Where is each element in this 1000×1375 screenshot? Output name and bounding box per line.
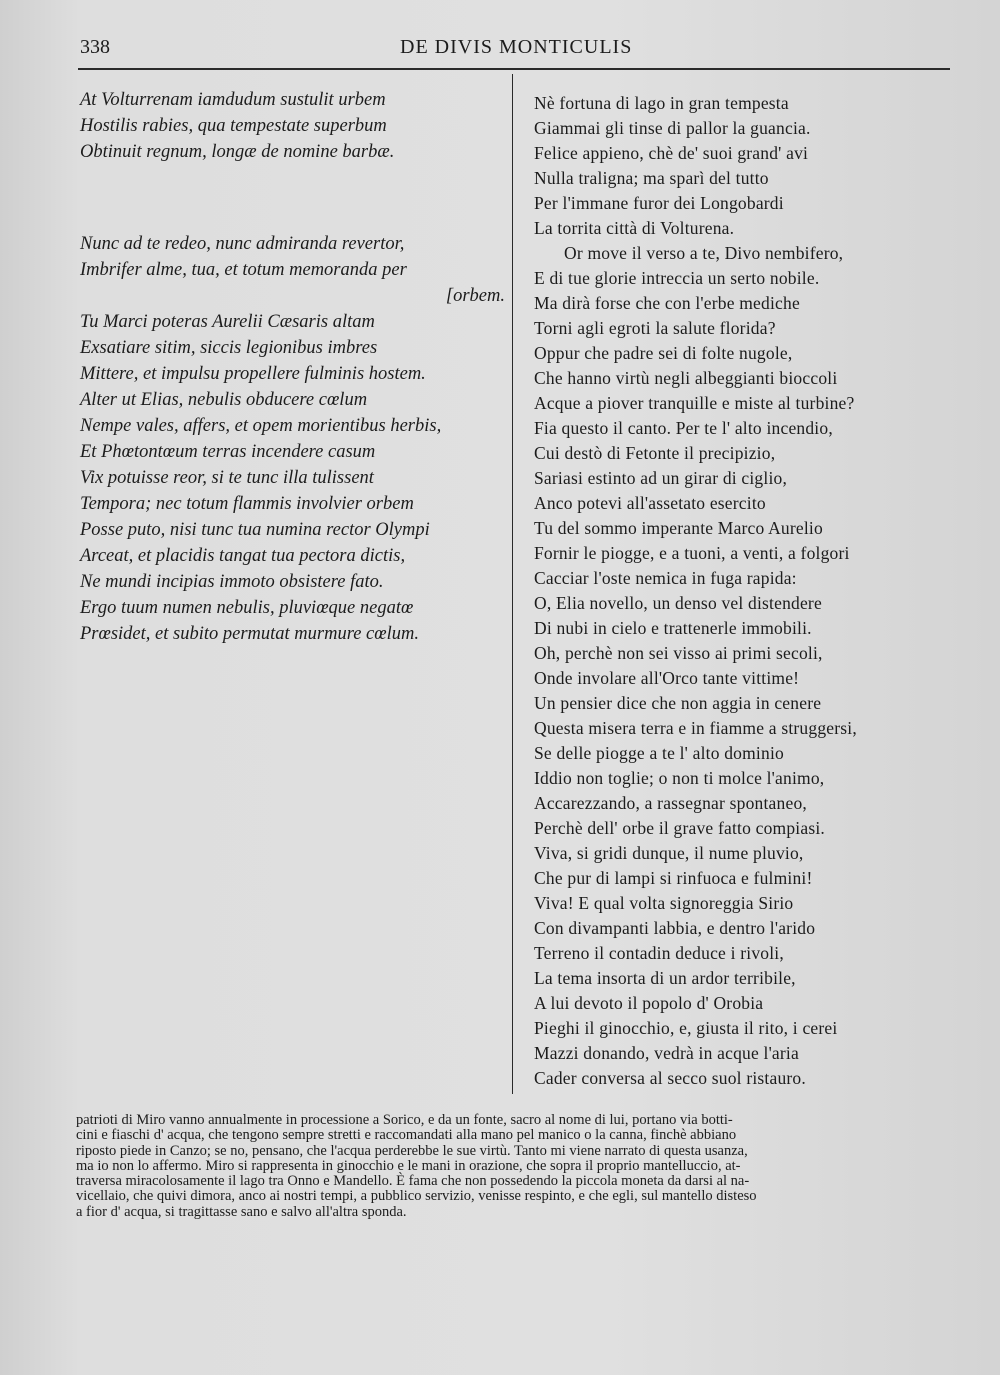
italian-verse-line: Pieghi il ginocchio, e, giusta il rito, i cerei — [534, 1018, 838, 1038]
latin-verse-line: Tu Marci poteras Aurelii Cæsaris altam — [80, 312, 375, 332]
latin-verse-line: Nempe vales, affers, et opem morientibus herbis, — [80, 416, 442, 436]
italian-verse-line: Fia questo il canto. Per te l' alto incendio, — [534, 418, 833, 438]
footnote — [76, 1113, 946, 1220]
italian-verse-line: Nulla traligna; ma sparì del tutto — [534, 168, 769, 188]
footnote-line: riposto piede in Canzo; se no, pensano, che l'acqua perderebbe le sue virtù. Tanto mi viene narrato di questa usanza, — [76, 1142, 748, 1159]
italian-verse-line: Con divampanti labbia, e dentro l'arido — [534, 918, 816, 938]
italian-verse-line: Questa misera terra e in fiamme a struggersi, — [534, 718, 857, 738]
footnote-line: ma io non lo affermo. Miro si rappresenta in ginocchio e le mani in orazione, che sopra il proprio mantelluccio, at- — [76, 1157, 741, 1174]
latin-verse-line: Mittere, et impulsu propellere fulminis hostem. — [80, 364, 426, 384]
italian-verse-line: Cader conversa al secco suol ristauro. — [534, 1068, 806, 1088]
italian-verse-line: E di tue glorie intreccia un serto nobile. — [534, 268, 820, 288]
latin-verse-line: Exsatiare sitim, siccis legionibus imbres — [80, 338, 378, 358]
latin-verse-line: Hostilis rabies, qua tempestate superbum — [80, 116, 387, 136]
italian-verse-line: Terreno il contadin deduce i rivoli, — [534, 943, 784, 963]
italian-verse-line: Onde involare all'Orco tante vittime! — [534, 668, 800, 688]
latin-verse-line: Obtinuit regnum, longæ de nomine barbæ. — [80, 142, 395, 162]
latin-verse-line: Imbrifer alme, tua, et totum memoranda per — [80, 260, 407, 280]
footnote-line: vicellaio, che quivi dimora, anco ai nostri tempi, a pubblico servizio, venisse respinto, e che egli, sul mantello disteso — [76, 1188, 757, 1205]
italian-verse-line: Se delle piogge a te l' alto dominio — [534, 743, 784, 763]
latin-verse-line: Prœsidet, et subito permutat murmure cœlum. — [80, 624, 419, 644]
italian-verse-line: Sariasi estinto ad un girar di ciglio, — [534, 468, 788, 488]
latin-verse-line: Arceat, et placidis tangat tua pectora dictis, — [80, 546, 406, 566]
italian-verse-line: Giammai gli tinse di pallor la guancia. — [534, 118, 811, 138]
italian-verse-line: Or move il verso a te, Divo nembifero, — [564, 243, 844, 263]
column-divider — [512, 74, 513, 1094]
latin-verse-line: Vix potuisse reor, si te tunc illa tulissent — [80, 468, 374, 488]
italian-verse-line: Acque a piover tranquille e miste al turbine? — [534, 393, 855, 413]
latin-verse-line: Ne mundi incipias immoto obsistere fato. — [80, 572, 384, 592]
italian-verse-line: Che pur di lampi si rinfuoca e fulmini! — [534, 868, 813, 888]
italian-verse-line: Ma dirà forse che con l'erbe mediche — [534, 293, 800, 313]
latin-verse-line: Et Phœtontœum terras incendere casum — [80, 442, 376, 462]
italian-verse-line: Nè fortuna di lago in gran tempesta — [534, 93, 789, 113]
italian-verse-line: Perchè dell' orbe il grave fatto compiasi. — [534, 818, 825, 838]
italian-verse-line: A lui devoto il popolo d' Orobia — [534, 993, 764, 1013]
italian-verse-line: Cui destò di Fetonte il precipizio, — [534, 443, 776, 463]
latin-verse-line: Ergo tuum numen nebulis, pluviœque negatœ — [80, 598, 414, 618]
header-rule — [78, 68, 950, 70]
footnote-line: a fior d' acqua, si tragittasse sano e salvo all'altra sponda. — [76, 1203, 407, 1220]
italian-verse-line: Che hanno virtù negli albeggianti bioccoli — [534, 368, 838, 388]
page-header — [80, 30, 950, 70]
italian-verse-line: Viva! E qual volta signoreggia Sirio — [534, 893, 794, 913]
italian-verse-line: La tema insorta di un ardor terribile, — [534, 968, 796, 988]
italian-verse-line: Felice appieno, chè de' suoi grand' avi — [534, 143, 809, 163]
footnote-line: traversa miracolosamente il lago tra Onno e Mandello. È fama che non possedendo la piccola moneta da darsi al na- — [76, 1173, 750, 1190]
latin-verse-line: Tempora; nec totum flammis involvier orbem — [80, 494, 414, 514]
italian-verse-line: Per l'immane furor dei Longobardi — [534, 193, 784, 213]
italian-verse-line: Torni agli egroti la salute florida? — [534, 318, 776, 338]
italian-verse-line: Di nubi in cielo e trattenerle immobili. — [534, 618, 812, 638]
italian-verse-line: Viva, si gridi dunque, il nume pluvio, — [534, 843, 804, 863]
page-number: 338 — [80, 36, 110, 58]
italian-verse-line: Accarezzando, a rassegnar spontaneo, — [534, 793, 807, 813]
italian-verse-line: Tu del sommo imperante Marco Aurelio — [534, 518, 823, 538]
latin-verse-line: Posse puto, nisi tunc tua numina rector Olympi — [80, 520, 430, 540]
italian-verse-line: Mazzi donando, vedrà in acque l'aria — [534, 1043, 799, 1063]
running-title: DE DIVIS MONTICULIS — [400, 36, 633, 58]
italian-verse-line: Anco potevi all'assetato esercito — [534, 493, 766, 513]
italian-verse-line: Oh, perchè non sei visso ai primi secoli, — [534, 643, 823, 663]
italian-verse-line: Oppur che padre sei di folte nugole, — [534, 343, 793, 363]
italian-verse-line: La torrita città di Volturena. — [534, 218, 735, 238]
footnote-line: patrioti di Miro vanno annualmente in processione a Sorico, e da un fonte, sacro al nome di lui, portano via botti- — [76, 1112, 733, 1128]
italian-verse-line: Fornir le piogge, e a tuoni, a venti, a folgori — [534, 543, 850, 563]
latin-verse-line: [orbem. — [445, 286, 505, 306]
latin-verse-line: Nunc ad te redeo, nunc admiranda revertor, — [80, 234, 405, 254]
italian-verse-line: Iddio non toglie; o non ti molce l'animo, — [534, 768, 825, 788]
italian-verse-line: Un pensier dice che non aggia in cenere — [534, 693, 822, 713]
latin-verse-line: At Volturrenam iamdudum sustulit urbem — [80, 90, 386, 110]
footnote-line: cini e fiaschi d' acqua, che tengono sempre stretti e raccomandati alla mano pel manico o la canna, finchè abbiano — [76, 1127, 737, 1144]
latin-verse-line: Alter ut Elias, nebulis obducere cœlum — [80, 390, 368, 410]
italian-verse-line: O, Elia novello, un denso vel distendere — [534, 593, 822, 613]
italian-verse-line: Cacciar l'oste nemica in fuga rapida: — [534, 568, 797, 588]
